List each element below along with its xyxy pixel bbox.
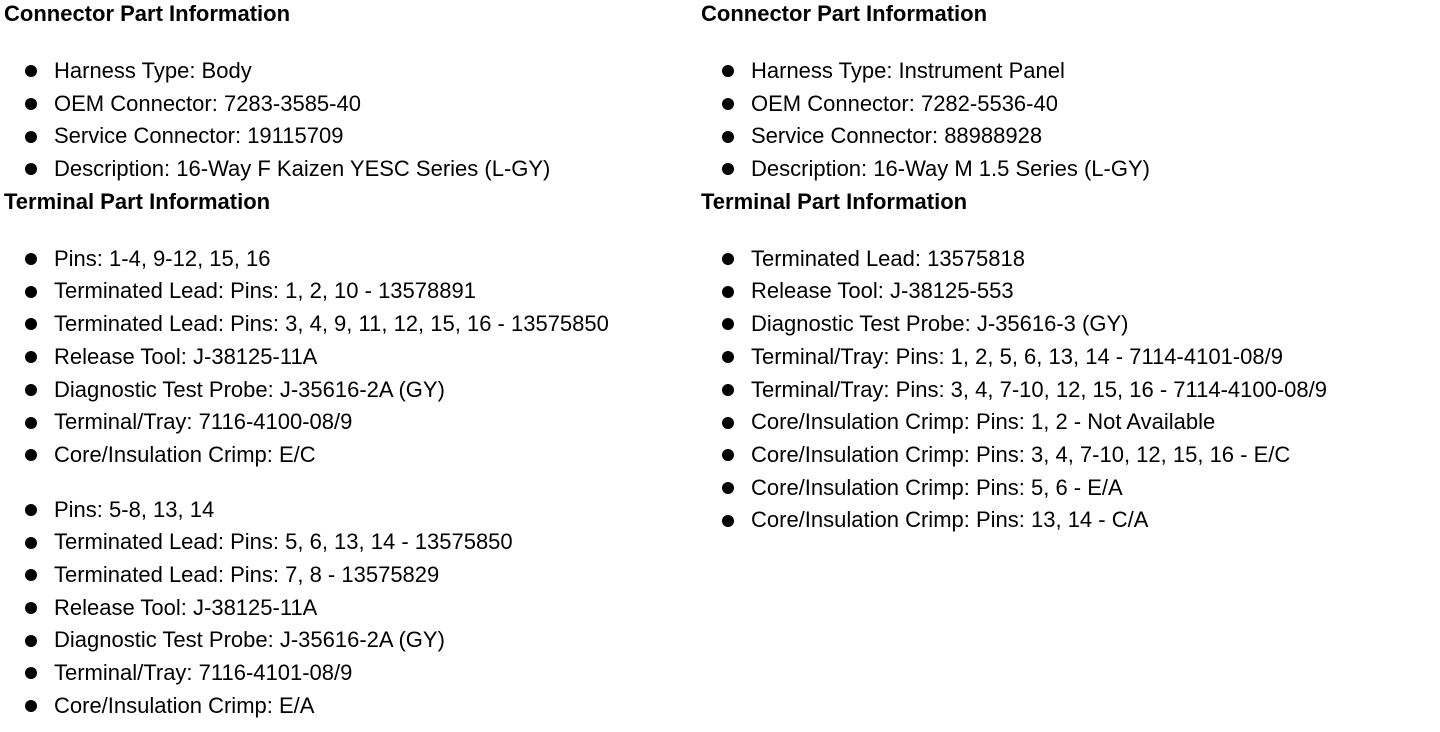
list-item: [4, 559, 724, 592]
list-item: [4, 592, 724, 625]
list-item-text: Core/Insulation Crimp: E/C: [54, 441, 316, 467]
bullet-icon: [722, 163, 734, 175]
list-item: [4, 406, 724, 439]
connector-part-heading: Connector Part Information: [701, 1, 988, 26]
bullet-icon: [722, 449, 734, 461]
list-item-text: OEM Connector: 7283-3585-40: [54, 90, 361, 116]
list-item: [701, 374, 1421, 407]
list-item-text: Terminated Lead: 13575818: [751, 245, 1025, 271]
list-item: [4, 624, 724, 657]
terminal-part-list-group-2: [4, 494, 724, 723]
bullet-icon: [25, 504, 37, 516]
list-item: [4, 526, 724, 559]
terminal-part-heading: Terminal Part Information: [4, 188, 271, 214]
bullet-icon: [722, 417, 734, 429]
list-item: [701, 439, 1421, 472]
list-item: [4, 439, 724, 472]
terminal-part-list: [4, 243, 724, 472]
bullet-icon: [25, 537, 37, 549]
list-item-text: Core/Insulation Crimp: E/A: [54, 692, 315, 718]
list-item-text: Terminated Lead: Pins: 5, 6, 13, 14 - 13575850: [54, 529, 513, 555]
list-item-text: Terminated Lead: Pins: 7, 8 - 13575829: [54, 561, 440, 587]
list-item: [4, 88, 724, 121]
list-item-text: Core/Insulation Crimp: Pins: 5, 6 - E/A: [751, 474, 1123, 500]
bullet-icon: [25, 417, 37, 429]
connector-part-heading: Connector Part Information: [4, 1, 291, 26]
bullet-icon: [25, 253, 37, 265]
list-item: [701, 243, 1421, 276]
list-item-text: Release Tool: J-38125-11A: [54, 343, 318, 369]
list-item-text: OEM Connector: 7282-5536-40: [751, 90, 1058, 116]
list-item: [701, 472, 1421, 505]
list-item-text: Description: 16-Way F Kaizen YESC Series (L-GY): [54, 156, 551, 182]
bullet-icon: [722, 384, 734, 396]
list-item: [4, 657, 724, 690]
list-item-text: Terminated Lead: Pins: 1, 2, 10 - 13578891: [54, 278, 476, 304]
bullet-icon: [25, 667, 37, 679]
bullet-icon: [25, 286, 37, 298]
left-connector-column: [4, 0, 724, 722]
list-item: [4, 153, 724, 186]
list-item: [4, 690, 724, 723]
bullet-icon: [25, 569, 37, 581]
list-item: [701, 406, 1421, 439]
bullet-icon: [722, 253, 734, 265]
list-item: [4, 55, 724, 88]
list-item-text: Core/Insulation Crimp: Pins: 3, 4, 7-10, 12, 15, 16 - E/C: [751, 441, 1291, 467]
list-item: [701, 120, 1421, 153]
list-item-text: Diagnostic Test Probe: J-35616-2A (GY): [54, 376, 445, 402]
terminal-part-list: [701, 243, 1421, 537]
bullet-icon: [25, 131, 37, 143]
list-item: [701, 55, 1421, 88]
list-item: [4, 494, 724, 527]
bullet-icon: [25, 602, 37, 614]
bullet-icon: [25, 384, 37, 396]
list-item: [4, 120, 724, 153]
list-item-text: Service Connector: 19115709: [54, 123, 344, 149]
list-item: [701, 341, 1421, 374]
list-item: [701, 308, 1421, 341]
list-item: [4, 243, 724, 276]
list-item: [701, 88, 1421, 121]
bullet-icon: [25, 635, 37, 647]
list-item-text: Pins: 5-8, 13, 14: [54, 496, 215, 522]
list-item: [701, 153, 1421, 186]
right-connector-column: [701, 0, 1421, 537]
list-item-text: Description: 16-Way M 1.5 Series (L-GY): [751, 156, 1150, 182]
bullet-icon: [25, 318, 37, 330]
list-item-text: Core/Insulation Crimp: Pins: 13, 14 - C/A: [751, 507, 1149, 533]
list-item: [4, 275, 724, 308]
list-item: [4, 308, 724, 341]
bullet-icon: [722, 515, 734, 527]
list-item-text: Diagnostic Test Probe: J-35616-2A (GY): [54, 627, 445, 653]
list-item-text: Terminal/Tray: 7116-4101-08/9: [54, 660, 353, 685]
bullet-icon: [25, 351, 37, 363]
bullet-icon: [722, 98, 734, 110]
connector-part-list: [4, 55, 724, 186]
list-item-text: Terminal/Tray: Pins: 3, 4, 7-10, 12, 15, 16 - 7114-4100-08/9: [751, 376, 1327, 402]
bullet-icon: [722, 482, 734, 494]
bullet-icon: [25, 65, 37, 77]
bullet-icon: [25, 449, 37, 461]
list-item-text: Release Tool: J-38125-553: [751, 278, 1014, 304]
bullet-icon: [722, 131, 734, 143]
bullet-icon: [722, 318, 734, 330]
terminal-part-heading: Terminal Part Information: [701, 188, 968, 214]
list-item: [701, 275, 1421, 308]
list-item-text: Service Connector: 88988928: [751, 123, 1043, 149]
list-item-text: Diagnostic Test Probe: J-35616-3 (GY): [751, 311, 1129, 337]
list-item-text: Harness Type: Body: [54, 58, 252, 83]
list-item: [4, 341, 724, 374]
list-item-text: Harness Type: Instrument Panel: [751, 58, 1065, 83]
list-item-text: Terminal/Tray: Pins: 1, 2, 5, 6, 13, 14 - 7114-4101-08/9: [751, 343, 1283, 369]
list-item-text: Pins: 1-4, 9-12, 15, 16: [54, 245, 271, 271]
bullet-icon: [722, 65, 734, 77]
list-item: [4, 374, 724, 407]
bullet-icon: [25, 700, 37, 712]
list-item: [701, 504, 1421, 537]
bullet-icon: [25, 98, 37, 110]
list-item-text: Core/Insulation Crimp: Pins: 1, 2 - Not Available: [751, 409, 1216, 435]
bullet-icon: [25, 163, 37, 175]
list-item-text: Release Tool: J-38125-11A: [54, 594, 318, 620]
list-item-text: Terminated Lead: Pins: 3, 4, 9, 11, 12, 15, 16 - 13575850: [54, 311, 609, 337]
connector-part-list: [701, 55, 1421, 186]
bullet-icon: [722, 351, 734, 363]
list-item-text: Terminal/Tray: 7116-4100-08/9: [54, 409, 353, 435]
bullet-icon: [722, 286, 734, 298]
